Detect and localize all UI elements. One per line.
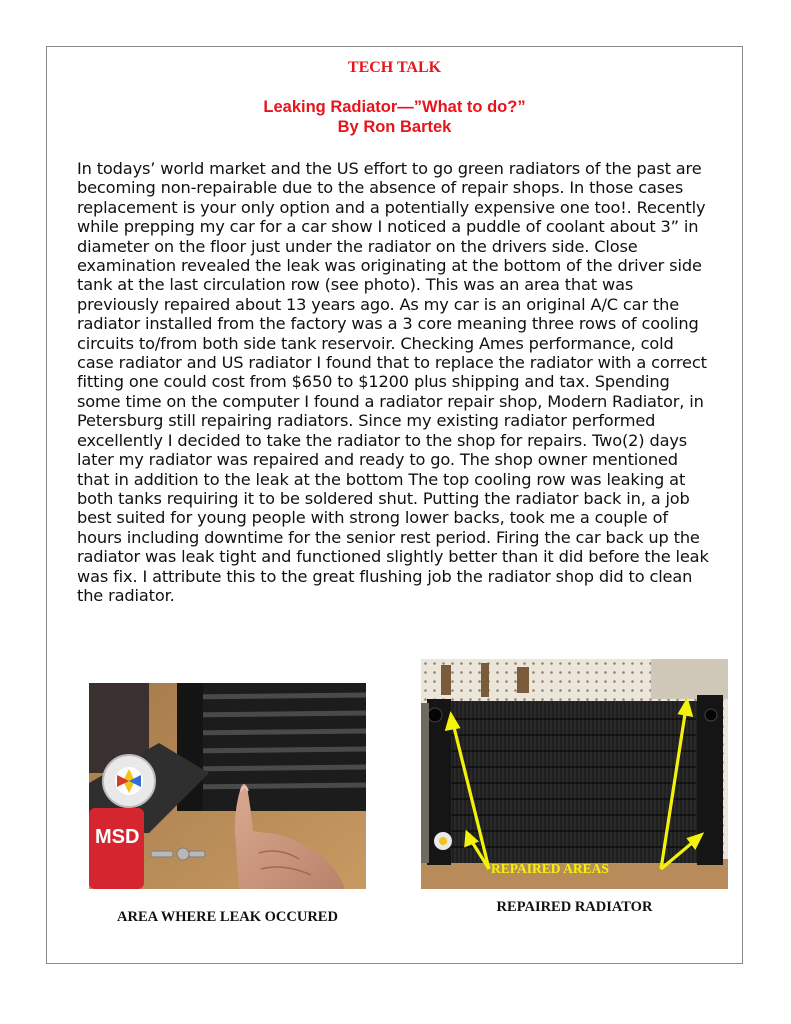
article-byline: By Ron Bartek — [337, 118, 452, 136]
repaired-areas-label: REPAIRED AREAS — [491, 861, 609, 876]
section-label: TECH TALK — [347, 59, 442, 76]
leak-photo-caption: AREA WHERE LEAK OCCURED — [117, 909, 338, 925]
leak-photo-illustration — [89, 683, 366, 889]
article-title: Leaking Radiator—”What to do?” — [263, 98, 526, 116]
article-body: In todays’ world market and the US effort to go green radiators of the past are becoming non-repairable due to the absence of repair shops. In those cases replacement is your only option and a potentially expensive one too!. Recently while prepping my car for a car show I noticed a puddle of coolant about 3” in diameter on the floor just under the radiator on the drivers side. Close examination revealed the leak was originating at the bottom of the driver side tank at the last circulation row (see photo). This was an area that was previously repaired about 13 years ago. As my car is an original A/C car the radiator installed from the factory was a 3 core meaning three rows of cooling circuits to/from both side tank reservoir. Checking Ames performance, cold case radiator and US radiator I found that to replace the radiator with a correct fitting one could cost from $650 to $1200 plus shipping and tax. Spending some time on the computer I found a radiator repair shop, Modern Radiator, in Petersburg still repairing radiators. Since my existing radiator performed excellently I decided to take the radiator to the shop for repairs. Two(2) days later my radiator was repaired and ready to go. The shop owner mentioned that in addition to the leak at the bottom The top cooling row was leaking at both tanks requiring it to be soldered shut. Putting the radiator back in, a job best suited for young people with strong lower backs, took me a couple of hours including downtime for the senior rest period. Firing the car back up the radiator was leak tight and functioned slightly better than it did before the leak was fix. I attribute this to the great flushing job the radiator shop did to clean the radiator. — [77, 159, 709, 605]
repaired-photo-caption: REPAIRED RADIATOR — [496, 899, 653, 915]
repaired-radiator-illustration — [421, 659, 728, 889]
leak-photo — [89, 683, 366, 889]
article-page — [46, 46, 743, 964]
mug-label: MSD — [95, 826, 140, 848]
repaired-radiator-photo — [421, 659, 728, 889]
article-headline — [47, 97, 742, 137]
